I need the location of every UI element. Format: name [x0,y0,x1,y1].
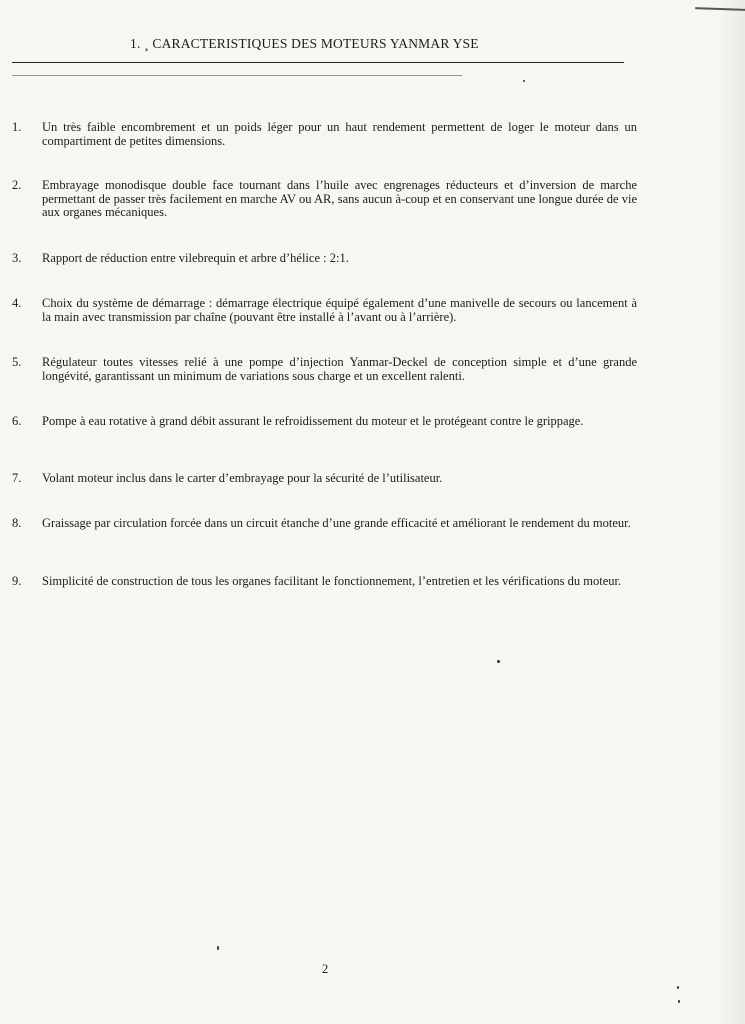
item-text: Simplicité de construction de tous les organes facilitant le fonctionnement, l’entretien et les vérifications du moteur. [42,574,622,588]
item-number: 2. [12,178,22,192]
scan-speck [678,1000,680,1003]
item-number: 3. [12,251,22,265]
item-number: 9. [12,574,22,588]
item-text: Pompe à eau rotative à grand débit assurant le refroidissement du moteur et le protégeant contre le grippage. [42,414,584,428]
scan-speck [217,946,219,950]
item-number: 1. [12,120,22,134]
scan-speck [523,80,525,82]
item-text: Rapport de réduction entre vilebrequin et arbre d’hélice : 2:1. [42,251,349,265]
page-edge-shadow [715,0,745,1024]
item-number: 7. [12,471,22,485]
item-text: Régulateur toutes vitesses relié à une pompe d’injection Yanmar-Deckel de conception simple et d’une grande longévité, garantissant un minimum de variations sous charge et un excellent ralenti. [42,355,637,383]
item-text: Graissage par circulation forcée dans un circuit étanche d’une grande efficacité et améliorant le rendement du moteur. [42,516,631,530]
page-number: 2 [322,962,329,976]
header-rule-secondary [12,75,462,76]
item-number: 8. [12,516,22,530]
scan-speck [677,986,679,989]
item-number: 4. [12,296,22,310]
item-number: 5. [12,355,22,369]
item-text: Volant moteur inclus dans le carter d’embrayage pour la sécurité de l’utilisateur. [42,471,443,485]
item-text: Embrayage monodisque double face tournant dans l’huile avec engrenages réducteurs et d’inversion de marche permettant de passer très facilement en marche AV ou AR, sans aucun à-coup et en conservant une longue durée de vie aux organes mécaniques. [42,178,637,219]
item-text: Un très faible encombrement et un poids léger pour un haut rendement permettent de loger le moteur dans un compartiment de petites dimensions. [42,120,637,148]
scan-speck [497,660,500,663]
page-corner-mark [695,7,745,21]
item-number: 6. [12,414,22,428]
item-text: Choix du système de démarrage : démarrage électrique équipé également d’une manivelle de secours ou lancement à la main avec transmission par chaîne (pouvant être installé à l’avant ou à l’arrière). [42,296,637,324]
header-rule [12,62,624,63]
page-title: 1. ¸ CARACTERISTIQUES DES MOTEURS YANMAR YSE [130,36,479,51]
